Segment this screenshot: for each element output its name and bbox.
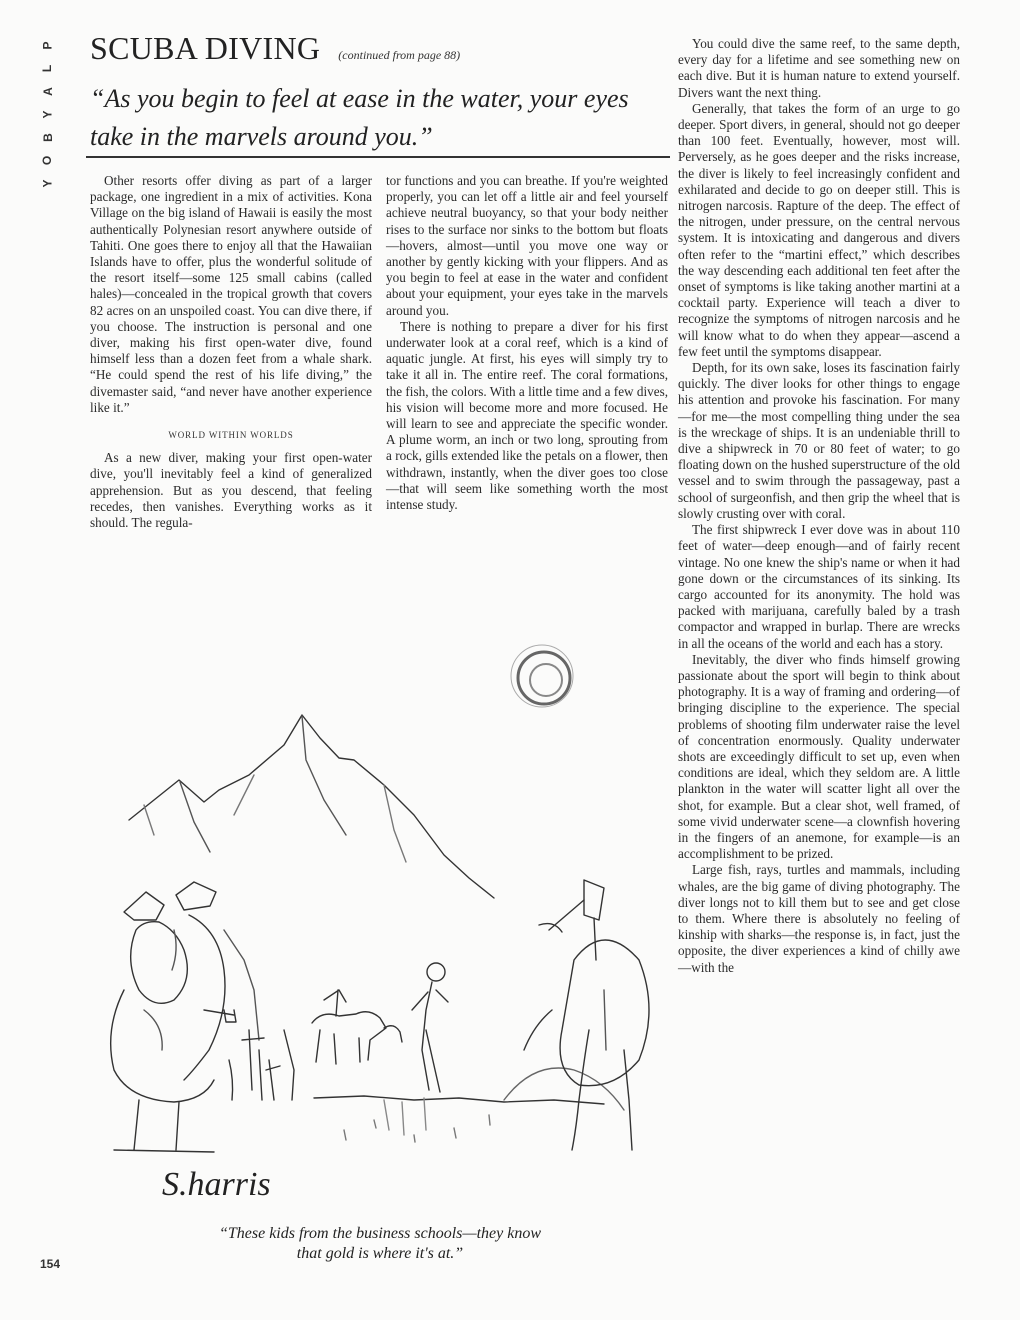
cartoonist-signature: S.harris xyxy=(162,1166,271,1203)
cartoon-caption xyxy=(130,1224,630,1264)
cartoon-illustration xyxy=(84,630,674,1220)
masthead-letter: Y xyxy=(40,179,55,188)
masthead-letter: L xyxy=(40,64,55,73)
continued-note: (continued from page 88) xyxy=(338,48,461,62)
paragraph: Depth, for its own sake, loses its fascination fairly quickly. The diver looks for other things to engage his attention and provoke his fascination. For many—for me—the most compelling thing under the sea is the wreckage of ships. It is an undeniable thrill to dive a shipwreck in 70 or 80 feet of water; to go floating down on the hushed superstructure of the old vessel and to swim through the passageway, past a school of surgeonfish, and then grip the wheel that is slowly crusting over with coral. xyxy=(678,360,961,521)
paragraph: Generally, that takes the form of an urge to go deeper. Sport divers, in general, should not go deeper than 100 feet. Eventually, however, most will. Perversely, as he goes deeper and the risks increase, the diver is likely to feel increasingly confident and exhilarated and decide to go on deeper still. This is nitrogen narcosis. Rapture of the deep. The effect of the nitrogen, under pressure, on the central nervous system. It is intoxicating and dangerous and divers often refer to the “martini effect,” which describes the way descending each additional ten feet after the onset of symptoms is like taking another martini at a cocktail party. Experience will teach a diver to recognize the symptoms of nitrogen narcosis and he will know what to do when they appear—ascend a few feet until the symptoms disappear. xyxy=(678,100,960,359)
paragraph: Other resorts offer diving as part of a larger package, one ingredient in a mix of activities. Kona Village on the big island of Hawaii is easily the most authentically Polynesian resort anywhere outside of Tahiti. One goes there to enjoy all that the Hawaiian Islands have to offer, plus the wonderful solitude of the resort itself—some 125 small cabins (called hales)—concealed in the tropical growth that covers 82 acres on an unspoiled coast. You can dive there, if you choose. The instruction is personal and one diver, making his first open-water dive, found himself less than a dozen feet from a whale shark. “He could spend the rest of his life diving,” the divemaster said, “and never have another experience like it.” xyxy=(90,173,372,415)
article-title-block xyxy=(90,30,460,67)
pack-mules xyxy=(312,990,402,1064)
paragraph: As a new diver, making your first open-water dive, you'll inevitably feel a kind of generalized apprehension. But as you descend, that feeling recedes, then vanishes. Everything works as it should. The regula- xyxy=(90,450,372,531)
masthead-letter: Y xyxy=(40,110,55,119)
page-number: 154 xyxy=(40,1257,61,1271)
paragraph: The first shipwreck I ever dove was in about 110 feet of water—deep enough—and of fairly recent vintage. No one knew the ship's name or when it had gone down or the circumstances of its sinking. Its cargo accounted for its anonymity. The hold was packed with marijuana, carefully baled by a trash compactor and wrapped in burlap. There are wrecks in all the oceans of the world and each has a story. xyxy=(678,522,960,651)
text-column-3 xyxy=(678,36,960,976)
article-title: SCUBA DIVING xyxy=(90,30,321,66)
walking-figure xyxy=(412,963,448,1092)
paragraph: Large fish, rays, turtles and mammals, including whales, are the big game of diving photography. The diver longs not to kill them but to see and get close to them. Where there is absolutely no feeling of kinship with sharks—the response is, in fact, just the opposite, the diver experiences a kind of chilly awe—with the xyxy=(678,862,960,975)
paragraph: Inevitably, the diver who finds himself growing passionate about the sport will begin to think about photography. It is a way of framing and ordering—of bringing discipline to the experience. The special problems of shooting film underwater raise the level of concentration enormously. Quality underwater shots are exceedingly difficult to set up, even when conditions are ideal, which they seldom are. A little plankton in the water will scatter light all over the shot, for example. But a clear shot, well framed, of some vivid underwater scene—a clownfish hovering in the fingers of an anemone, for example—is an accomplishment to be prized. xyxy=(678,651,960,862)
ground-line xyxy=(314,1096,604,1104)
mountain-range xyxy=(129,715,494,898)
section-subhead: WORLD WITHIN WORLDS xyxy=(168,430,294,441)
sun-icon xyxy=(511,645,573,707)
header-rule xyxy=(86,156,670,158)
playboy-masthead xyxy=(36,34,60,195)
masthead-letter: A xyxy=(40,87,55,96)
text-column-1 xyxy=(90,173,372,531)
caption-line: that gold is where it's at.” xyxy=(296,1245,464,1262)
text-column-2 xyxy=(386,173,668,513)
prospector-figure-right xyxy=(524,880,649,1150)
paragraph: You could dive the same reef, to the same depth, every day for a lifetime and see something new on each dive. But it is human nature to extend yourself. Divers want the next thing. xyxy=(678,36,960,100)
pull-quote: “As you begin to feel at ease in the water, your eyes take in the marvels around you.” xyxy=(90,84,629,151)
caption-line: “These kids from the business schools—they know xyxy=(218,1225,542,1242)
masthead-letter: O xyxy=(40,155,55,166)
paragraph: tor functions and you can breathe. If you're weighted properly, you can let off a little air and feel yourself achieve neutral buoyancy, so that your body neither rises to the surface nor sinks to the bottom but floats—hovers, almost—until you move one way or another by gently kicking with your flippers. And as you begin to feel at ease in the water and confident about your equipment, your eyes take in the marvels around you. xyxy=(386,173,668,318)
prospector-figures-left xyxy=(111,882,259,1152)
masthead-letter: P xyxy=(40,41,55,50)
rocks xyxy=(504,1068,624,1110)
masthead-letter: B xyxy=(40,133,55,142)
paragraph: There is nothing to prepare a diver for his first underwater look at a coral reef, which is a kind of aquatic jungle. At first, his eyes will simply try to take it all in. The entire reef. The coral formations, the fish, the colors. With a little time and a few dives, his vision will become more and more focused. He will learn to see and appreciate the specific wonder. A plume worm, an inch or two long, sprouting from a rock, gills extended like the petals on a flower, then withdrawn, instantly, when the diver goes too close—that will seem like something worth the most intense study. xyxy=(386,318,668,513)
